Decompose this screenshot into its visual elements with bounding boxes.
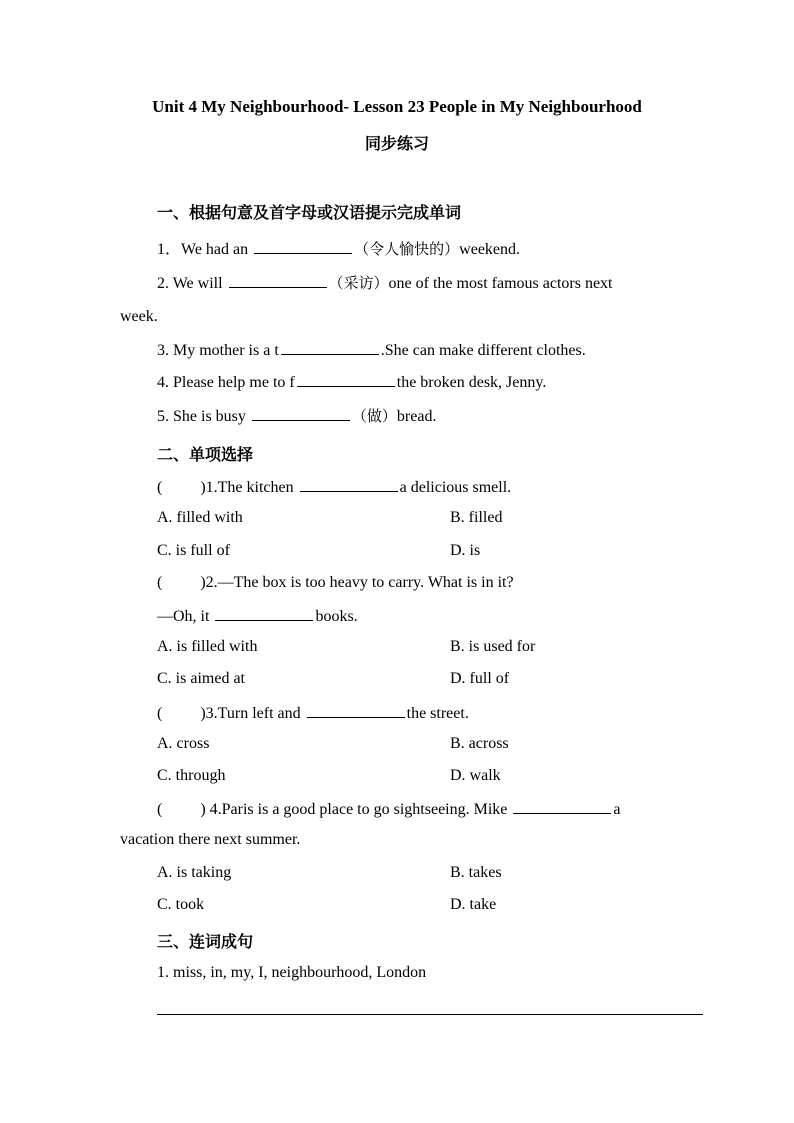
s1-question-3: 3. My mother is a t .She can make different clothes.	[157, 342, 586, 359]
option-c: C. took	[157, 896, 205, 913]
answer-blank[interactable]	[513, 799, 611, 814]
answer-blank[interactable]	[281, 340, 379, 355]
option-c: C. is full of	[157, 542, 230, 559]
section2-heading: 二、单项选择	[157, 445, 254, 464]
option-d: D. full of	[450, 670, 510, 687]
option-c: C. is aimed at	[157, 670, 245, 687]
s1-question-2-cont: week.	[120, 308, 158, 325]
s1-question-2: 2. We will （采访）one of the most famous actors next	[157, 274, 613, 292]
s2-question-3: ( )3.Turn left and the street.	[157, 705, 469, 722]
s1-question-5: 5. She is busy （做）bread.	[157, 407, 437, 425]
option-a: A. is taking	[157, 864, 232, 881]
option-b: B. filled	[450, 509, 503, 526]
option-c: C. through	[157, 767, 226, 784]
s1-question-1: 1．We had an （令人愉快的）weekend.	[157, 240, 521, 258]
answer-blank[interactable]	[300, 477, 398, 492]
option-d: D. walk	[450, 767, 501, 784]
answer-blank[interactable]	[215, 606, 313, 621]
option-b: B. takes	[450, 864, 502, 881]
option-d: D. is	[450, 542, 481, 559]
section1-heading: 一、根据句意及首字母或汉语提示完成单词	[157, 203, 462, 222]
answer-blank[interactable]	[229, 273, 327, 288]
s2-question-2-line2: —Oh, it books.	[157, 608, 358, 625]
s2-question-4-cont: vacation there next summer.	[120, 831, 301, 848]
option-a: A. cross	[157, 735, 210, 752]
section3-heading: 三、连词成句	[157, 932, 254, 951]
page-title: Unit 4 My Neighbourhood- Lesson 23 People in My Neighbourhood	[152, 97, 642, 116]
option-a: A. filled with	[157, 509, 243, 526]
option-b: B. across	[450, 735, 509, 752]
option-b: B. is used for	[450, 638, 536, 655]
answer-blank[interactable]	[252, 406, 350, 421]
s2-question-1: ( )1.The kitchen a delicious smell.	[157, 479, 512, 496]
s3-question-1: 1. miss, in, my, I, neighbourhood, London	[157, 964, 427, 981]
option-a: A. is filled with	[157, 638, 258, 655]
answer-blank[interactable]	[297, 372, 395, 387]
answer-blank[interactable]	[307, 703, 405, 718]
s2-question-4: ( ) 4.Paris is a good place to go sightseeing. Mike a	[157, 801, 621, 818]
s2-question-2: ( )2.—The box is too heavy to carry. What is in it?	[157, 574, 514, 591]
option-d: D. take	[450, 896, 497, 913]
answer-line[interactable]	[157, 1014, 703, 1015]
s1-question-4: 4. Please help me to f the broken desk, Jenny.	[157, 374, 547, 391]
page-subtitle: 同步练习	[364, 134, 429, 153]
answer-blank[interactable]	[254, 239, 352, 254]
